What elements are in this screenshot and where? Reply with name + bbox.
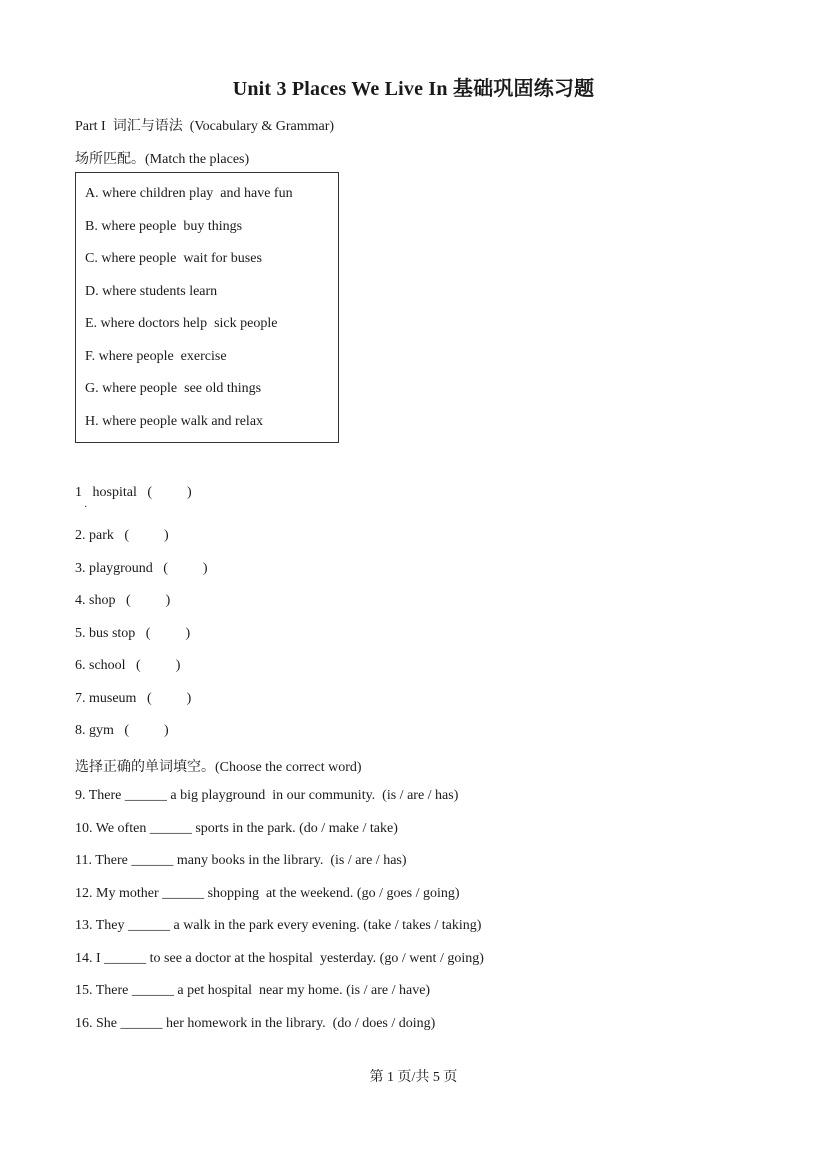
match-question-8: 8. gym ( ): [75, 723, 169, 738]
match-question-1: 1 hospital ( ): [75, 485, 192, 500]
option-d: D. where students learn: [85, 284, 218, 299]
match-instruction: 场所匹配。(Match the places): [75, 152, 250, 167]
choose-question-16: 16. She ______ her homework in the library. (do / does / doing): [75, 1016, 436, 1031]
page-title: Unit 3 Places We Live In 基础巩固练习题: [232, 78, 595, 100]
option-f: F. where people exercise: [85, 349, 227, 364]
match-question-4: 4. shop ( ): [75, 593, 171, 608]
match-question-6: 6. school ( ): [75, 658, 181, 673]
match-question-2: 2. park ( ): [75, 528, 169, 543]
option-h: H. where people walk and relax: [85, 414, 264, 429]
choose-question-12: 12. My mother ______ shopping at the weekend. (go / goes / going): [75, 886, 460, 901]
options-box: [75, 172, 339, 443]
match-question-7: 7. museum ( ): [75, 691, 192, 706]
choose-question-9: 9. There ______ a big playground in our community. (is / are / has): [75, 788, 459, 803]
option-e: E. where doctors help sick people: [85, 316, 278, 331]
option-c: C. where people wait for buses: [85, 251, 262, 266]
choose-question-11: 11. There ______ many books in the library. (is / are / has): [75, 853, 407, 868]
page-footer: 第 1 页/共 5 页: [369, 1070, 458, 1085]
part-heading: Part I 词汇与语法 (Vocabulary & Grammar): [75, 119, 335, 134]
choose-question-15: 15. There ______ a pet hospital near my home. (is / are / have): [75, 983, 431, 998]
choose-instruction: 选择正确的单词填空。(Choose the correct word): [75, 760, 362, 775]
match-question-3: 3. playground ( ): [75, 561, 208, 576]
choose-question-10: 10. We often ______ sports in the park. (do / make / take): [75, 821, 398, 836]
stray-dot: ·: [84, 502, 88, 513]
option-g: G. where people see old things: [85, 381, 262, 396]
choose-question-13: 13. They ______ a walk in the park every evening. (take / takes / taking): [75, 918, 482, 933]
match-question-5: 5. bus stop ( ): [75, 626, 191, 641]
option-a: A. where children play and have fun: [85, 186, 293, 201]
choose-question-14: 14. I ______ to see a doctor at the hospital yesterday. (go / went / going): [75, 951, 484, 966]
option-b: B. where people buy things: [85, 219, 243, 234]
